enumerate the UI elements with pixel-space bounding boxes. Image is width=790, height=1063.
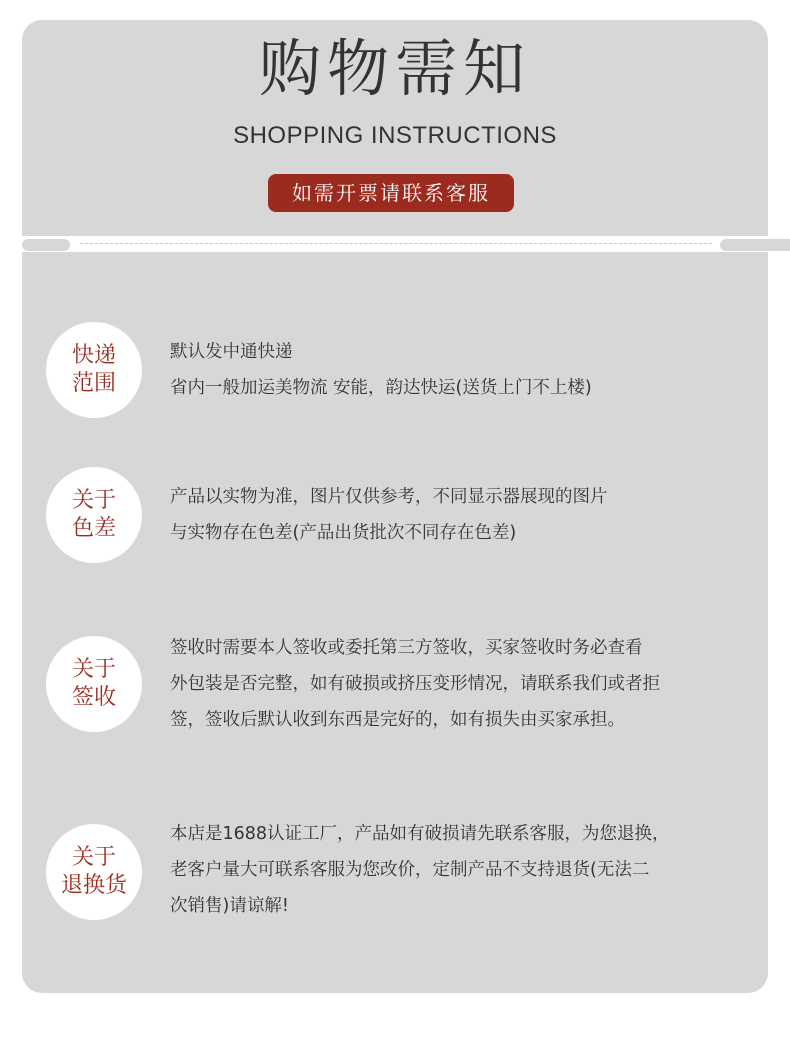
section-text-line: 默认发中通快递 bbox=[170, 342, 293, 362]
section-text bbox=[170, 816, 760, 924]
divider-pill-right bbox=[720, 239, 790, 251]
section-label-line: 关于 bbox=[71, 657, 116, 682]
section-text-line: 外包装是否完整，如有破损或挤压变形情况，请联系我们或者拒 bbox=[170, 674, 660, 694]
section-label-line: 快递 bbox=[71, 343, 116, 368]
page-subtitle: SHOPPING INSTRUCTIONS bbox=[233, 122, 557, 149]
section-text-line: 老客户量大可联系客服为您改价，定制产品不支持退货(无法二 bbox=[170, 860, 650, 880]
page-title: 购物需知 bbox=[258, 32, 531, 105]
section-text-line: 与实物存在色差(产品出货批次不同存在色差) bbox=[170, 523, 517, 543]
invoice-badge: 如需开票请联系客服 bbox=[268, 174, 514, 212]
section-text-line: 签收时需要本人签收或委托第三方签收，买家签收时务必查看 bbox=[170, 638, 643, 658]
divider-gap bbox=[22, 236, 768, 252]
section-label-line: 签收 bbox=[71, 685, 116, 710]
section-text bbox=[170, 479, 760, 551]
section-text-line: 次销售)请谅解! bbox=[170, 896, 289, 916]
section-label-line: 色差 bbox=[71, 516, 116, 541]
section-label-circle bbox=[46, 322, 142, 418]
section-label-circle bbox=[46, 824, 142, 920]
section-text-line: 本店是1688认证工厂，产品如有破损请先联系客服，为您退换， bbox=[170, 824, 670, 844]
section-label-line: 退换货 bbox=[60, 873, 127, 898]
section-label-line: 范围 bbox=[71, 371, 116, 396]
divider-pill-left bbox=[22, 239, 70, 251]
section-text-line: 产品以实物为准，图片仅供参考，不同显示器展现的图片 bbox=[170, 487, 608, 507]
section-text-line: 省内一般加运美物流 安能，韵达快运(送货上门不上楼) bbox=[170, 378, 592, 398]
section-label-circle bbox=[46, 467, 142, 563]
section-label-line: 关于 bbox=[71, 488, 116, 513]
dashed-divider bbox=[80, 243, 712, 244]
section-label-circle bbox=[46, 636, 142, 732]
section-text bbox=[170, 630, 760, 738]
section-text-line: 签，签收后默认收到东西是完好的，如有损失由买家承担。 bbox=[170, 710, 625, 730]
section-text bbox=[170, 334, 760, 406]
section-label-line: 关于 bbox=[71, 845, 116, 870]
